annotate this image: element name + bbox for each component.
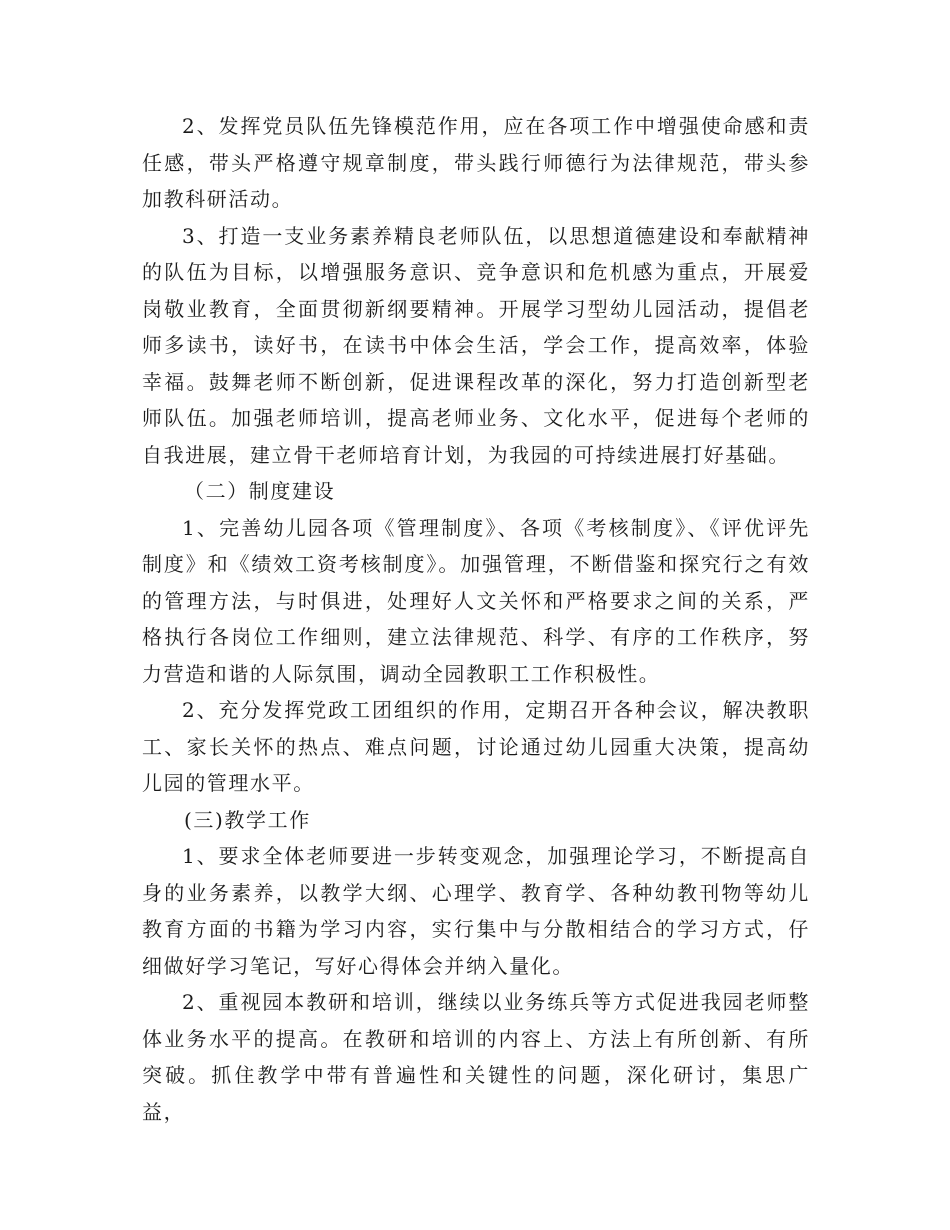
heading-system-construction: （二）制度建设 (184, 479, 336, 503)
paragraph-teacher-learning: 1、要求全体老师要进一步转变观念，加强理论学习，不断提高自身的业务素养，以教学大纲、心理学、教育学、各种幼教刊物等幼儿教育方面的书籍为学习内容，实行集中与分散相结合的学习方式，仔细做好学习笔记，写好心得体会并纳入量化。 (142, 844, 810, 978)
paragraph-teaching-research: 2、重视园本教研和培训，继续以业务练兵等方式促进我园老师整体业务水平的提高。在教研和培训的内容上、方法上有所创新、有所突破。抓住教学中带有普遍性和关键性的问题，深化研讨，集思广益， (142, 990, 810, 1124)
paragraph-party-union-role: 2、充分发挥党政工团组织的作用，定期召开各种会议，解决教职工、家长关怀的热点、难点问题，讨论通过幼儿园重大决策，提高幼儿园的管理水平。 (142, 698, 810, 795)
paragraph-teacher-team: 3、打造一支业务素养精良老师队伍，以思想道德建设和奉献精神的队伍为目标，以增强服务意识、竞争意识和危机感为重点，开展爱岗敬业教育，全面贯彻新纲要精神。开展学习型幼儿园活动，提倡老师多读书，读好书，在读书中体会生活，学会工作，提高效率，体验幸福。鼓舞老师不断创新，促进课程改革的深化，努力打造创新型老师队伍。加强老师培训，提高老师业务、文化水平，促进每个老师的自我进展，建立骨干老师培育计划，为我园的可持续进展打好基础。 (142, 223, 810, 467)
paragraph-party-member-role: 2、发挥党员队伍先锋模范作用，应在各项工作中增强使命感和责任感，带头严格遵守规章制度，带头践行师德行为法律规范，带头参加教科研活动。 (142, 114, 810, 211)
heading-teaching-work: (三)教学工作 (184, 807, 311, 832)
document-page (142, 108, 810, 1130)
paragraph-improve-systems: 1、完善幼儿园各项《管理制度》、各项《考核制度》、《评优评先制度》和《绩效工资考核制度》。加强管理，不断借鉴和探究行之有效的管理方法，与时俱进，处理好人文关怀和严格要求之间的关系，严格执行各岗位工作细则，建立法律规范、科学、有序的工作秩序，努力营造和谐的人际氛围，调动全园教职工工作积极性。 (142, 515, 810, 686)
